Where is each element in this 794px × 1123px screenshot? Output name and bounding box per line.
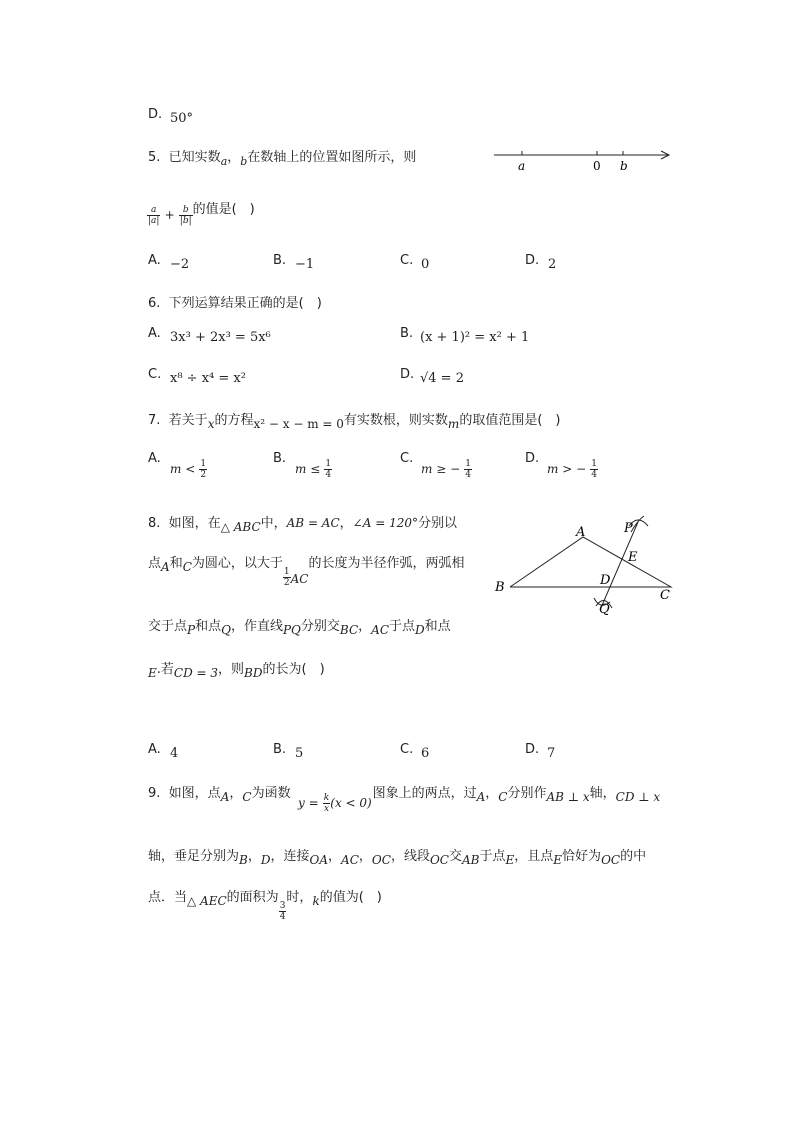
q5-option-a-value: −2: [170, 257, 190, 272]
q7-text-c: 有实数根，则实数: [343, 413, 448, 428]
q8-option-b-value: 5: [295, 746, 304, 761]
q5-option-b-label: B.: [273, 253, 287, 268]
q7-option-a-value: m < $\frac{1}{2}$: [170, 459, 207, 480]
label-d: D: [600, 573, 611, 588]
q5-expr-b-frac: $\frac{b}{|b|}$: [179, 205, 192, 226]
q6-stem: [148, 292, 322, 311]
q6-text: 下列运算结果正确的是( ): [168, 296, 322, 311]
q6-option-b-value: (x + 1)² = x² + 1: [420, 330, 530, 345]
q5-expr-a-frac: $\frac{a}{|a|}$: [148, 205, 160, 226]
q7-option-c-frac: $\frac{1}{4}$: [465, 459, 471, 480]
q8-number: 8.: [148, 516, 161, 531]
q9-stem-line3: 点．当△ AEC的面积为 $\frac{3}{4}$ 时，k的值为( ): [148, 890, 382, 922]
q6-option-d-label: D.: [400, 367, 415, 382]
q6-option-c-value: x⁸ ÷ x⁴ = x²: [170, 371, 246, 386]
q6-number: 6.: [148, 296, 161, 311]
q6-option-d-value: √4 = 2: [420, 371, 464, 386]
q5-var-a: a: [220, 155, 228, 168]
q8-stem-line3: 交于点P和点Q，作直线PQ分别交BC，AC于点D和点: [148, 619, 451, 637]
q6-option-a-label: A.: [148, 326, 161, 341]
q5-option-a-label: A.: [148, 253, 161, 268]
q5-var-b: b: [240, 155, 248, 168]
q6-option-a-value: 3x³ + 2x³ = 5x⁶: [170, 330, 271, 345]
q5-stem-line1: [148, 146, 416, 168]
q7-option-c-label: C.: [400, 451, 414, 466]
q7-option-d-label: D.: [525, 451, 540, 466]
q7-option-b-label: B.: [273, 451, 287, 466]
q5-text-a: 已知实数: [168, 150, 221, 165]
q7-option-a-label: A.: [148, 451, 161, 466]
q6-option-b-label: B.: [400, 326, 414, 341]
q5-option-c-value: 0: [421, 257, 430, 272]
q9-func-frac: $\frac{k}{x}$: [323, 793, 330, 814]
label-c: C: [660, 588, 670, 603]
q7-option-b-frac: $\frac{1}{4}$: [325, 459, 332, 480]
q7-option-c-value: m ≥ − $\frac{1}{4}$: [421, 459, 471, 480]
q4-option-d-label: D.: [148, 107, 163, 122]
triangle-abc: [510, 537, 671, 587]
q9-number: 9.: [148, 786, 161, 801]
q7-stem: [148, 409, 560, 431]
q7-option-d-value: m > − $\frac{1}{4}$: [547, 459, 597, 480]
label-a: A: [576, 525, 586, 540]
q8-half-frac: $\frac{1}{2}$: [283, 567, 290, 588]
q4-option-d-value: 50°: [170, 111, 194, 126]
q5-text-b: 在数轴上的位置如图所示，则: [247, 150, 417, 165]
q7-var-m: m: [447, 417, 460, 431]
q8-triangle-figure: [488, 510, 688, 620]
q8-option-d-label: D.: [525, 742, 540, 757]
q5-stem-line2: [147, 198, 255, 226]
q7-option-b-value: m ≤ $\frac{1}{4}$: [295, 459, 332, 480]
q8-option-b-label: B.: [273, 742, 287, 757]
q5-number: 5.: [148, 150, 161, 165]
q5-option-b-value: −1: [295, 257, 315, 272]
q8-option-a-value: 4: [170, 746, 179, 761]
label-e: E: [628, 550, 638, 565]
q7-text-b: 的方程: [214, 413, 254, 428]
q5-number-line-figure: [490, 143, 676, 177]
q8-stem-line4: E.若CD = 3，则BD的长为( ): [148, 662, 325, 680]
q8-option-c-label: C.: [400, 742, 414, 757]
q5-comma: ，: [227, 150, 241, 165]
q5-expr-plus: +: [164, 208, 175, 222]
q7-text-d: 的取值范围是( ): [459, 413, 561, 428]
q6-option-c-label: C.: [148, 367, 162, 382]
q5-option-c-label: C.: [400, 253, 414, 268]
q7-number: 7.: [148, 413, 161, 428]
q8-triangle-abc: △ ABC: [220, 520, 261, 534]
number-line-label-zero: 0: [593, 159, 601, 173]
q7-equation: x² − x − m = 0: [253, 417, 344, 431]
label-p: P: [624, 521, 633, 536]
q9-stem-line1: 9. 如图，点A，C为函数 图象上的两点，过A，C分别作AB ⊥ x轴，CD ⊥ x: [148, 786, 661, 804]
q7-option-d-frac: $\frac{1}{4}$: [591, 459, 597, 480]
q7-text-a: 若关于: [168, 413, 208, 428]
q5-text-c: 的值是( ): [192, 202, 255, 217]
q9-area-frac: $\frac{3}{4}$: [279, 901, 286, 922]
number-line-label-b: b: [620, 159, 628, 173]
q8-option-a-label: A.: [148, 742, 161, 757]
q5-option-d-value: 2: [548, 257, 557, 272]
q8-option-d-value: 7: [547, 746, 556, 761]
q7-option-a-frac: $\frac{1}{2}$: [200, 459, 207, 480]
q9-stem-line2: 轴，垂足分别为B，D，连接OA，AC，OC，线段OC交AB于点E，且点E恰好为OC的中: [148, 849, 647, 867]
q5-option-d-label: D.: [525, 253, 540, 268]
q9-function-expr: y = $\frac{k}{x}$ (x < 0): [298, 793, 372, 814]
q8-eq-ab-ac: AB = AC: [286, 516, 340, 530]
q8-stem-line2: 点A和C为圆心，以大于 $\frac{1}{2}$ AC的长度为半径作弧，两弧相: [148, 556, 465, 588]
number-line-label-a: a: [518, 159, 526, 173]
q8-eq-angle-a: ∠A = 120°: [352, 516, 418, 530]
label-q: Q: [599, 602, 610, 617]
q7-var-x: x: [207, 417, 215, 431]
q8-option-c-value: 6: [421, 746, 430, 761]
label-b: B: [495, 580, 505, 595]
q8-stem-line1: 8. 如图，在△ ABC中，AB = AC，∠A = 120°分别以: [148, 516, 457, 534]
